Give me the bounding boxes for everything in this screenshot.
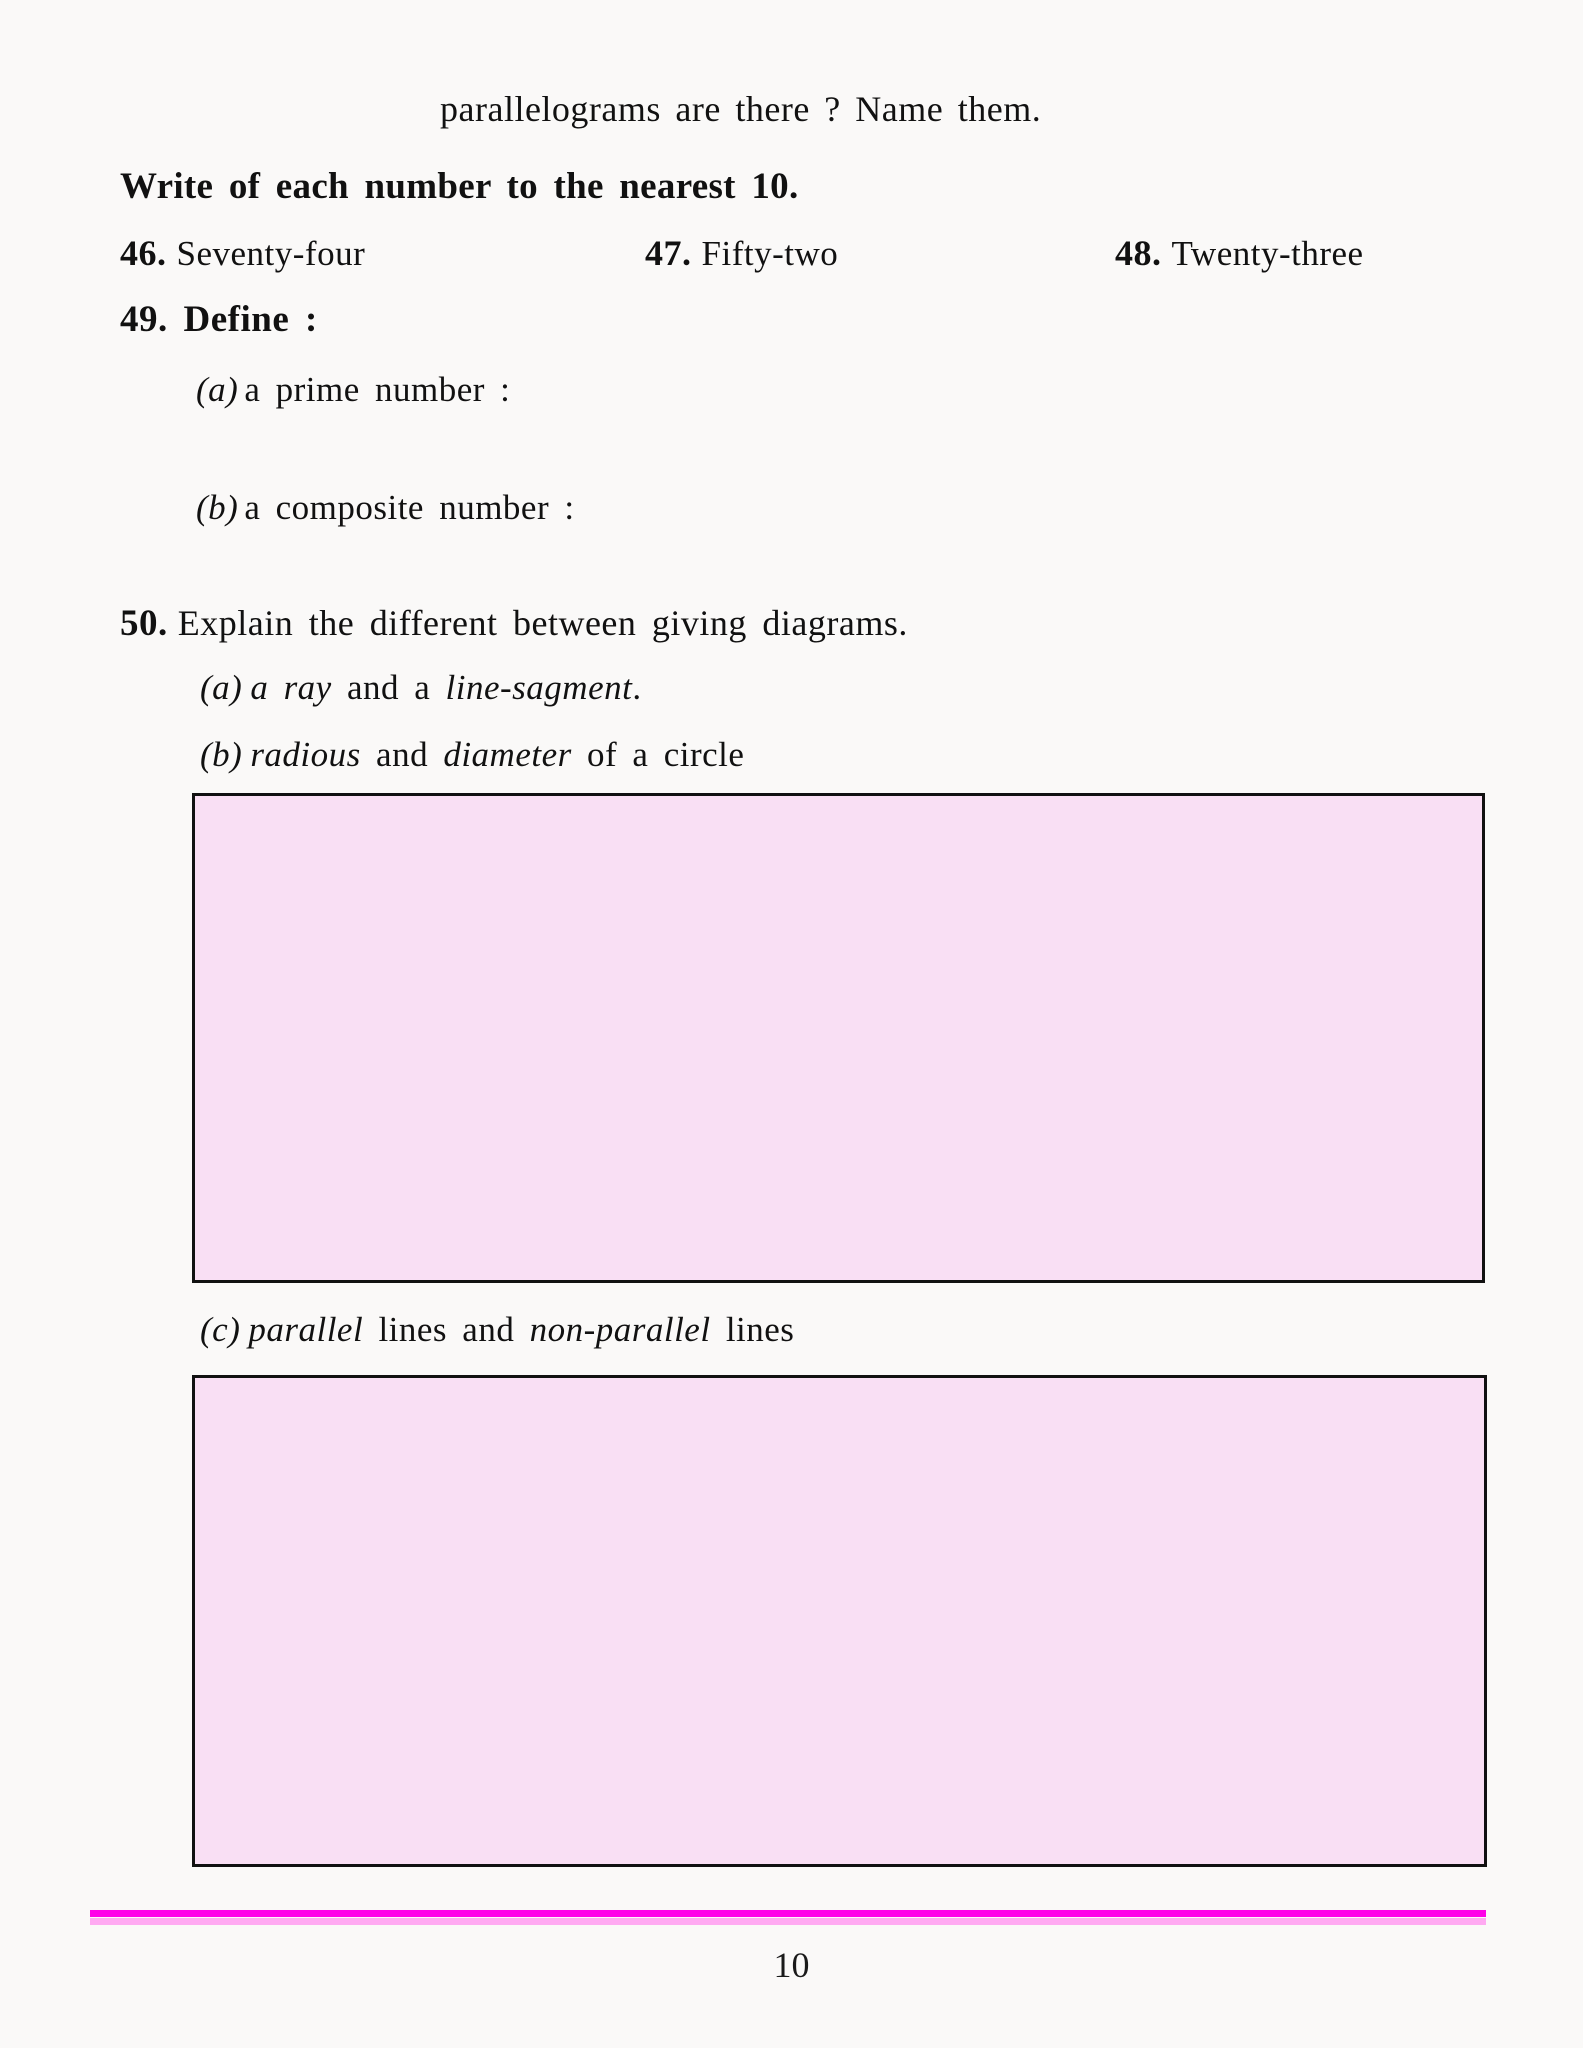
question-number-49: 49. [120, 299, 168, 340]
part-text-a: a prime number : [244, 370, 511, 409]
question-item-46 [120, 232, 365, 274]
question-number-50: 50. [120, 603, 168, 644]
part-tag-a: (a) [200, 668, 243, 707]
answer-box-50c[interactable] [192, 1375, 1487, 1867]
part-text-b: a composite number : [244, 488, 575, 527]
question-item-48 [1115, 232, 1364, 274]
part-end-a: . [632, 668, 642, 707]
part-connector-c: lines and [363, 1310, 530, 1349]
answer-dotted-line[interactable] [672, 510, 1470, 516]
question-number-47: 47. [645, 233, 692, 273]
part-connector-b: and [360, 735, 444, 774]
question-item-49 [120, 298, 318, 341]
question-text-46: Seventy-four [176, 234, 366, 273]
question-50-part-a [200, 668, 642, 708]
question-text-47: Fifty-two [701, 234, 839, 273]
part-connector-a: and a [331, 668, 446, 707]
question-49-part-b [196, 488, 575, 528]
question-item-50 [120, 602, 908, 645]
question-text-49: Define : [183, 299, 318, 340]
answer-dotted-line[interactable] [600, 392, 1470, 398]
footer-rule-secondary [90, 1918, 1486, 1925]
question-49-part-a [196, 370, 510, 410]
instruction-heading: Write of each number to the nearest 10. [120, 166, 799, 207]
question-50-part-c [200, 1310, 794, 1350]
question-text-50: Explain the different between giving diagrams. [177, 603, 908, 643]
question-item-47 [645, 232, 838, 274]
part-tag-a: (a) [196, 370, 239, 409]
question-50-part-b [200, 735, 744, 775]
part-term-2-c: non-parallel [529, 1310, 711, 1349]
part-term-2-a: line-sagment [445, 668, 633, 707]
question-text-48: Twenty-three [1171, 234, 1364, 273]
part-end-c: lines [710, 1310, 795, 1349]
page-number: 10 [773, 1945, 810, 1985]
part-tag-b: (b) [196, 488, 239, 527]
answer-dotted-line[interactable] [252, 450, 1470, 456]
part-tag-c: (c) [200, 1310, 241, 1349]
part-term-1-a: a ray [250, 668, 332, 707]
part-tag-b: (b) [200, 735, 243, 774]
answer-dotted-line[interactable] [252, 568, 1470, 574]
footer-rule-primary [90, 1910, 1486, 1917]
part-term-2-b: diameter [443, 735, 572, 774]
question-number-48: 48. [1115, 233, 1162, 273]
question-number-46: 46. [120, 233, 167, 273]
continued-question-text: parallelograms are there ? Name them. [440, 89, 1042, 129]
part-term-1-c: parallel [248, 1310, 364, 1349]
answer-box-50b[interactable] [192, 793, 1485, 1283]
part-end-b: of a circle [571, 735, 745, 774]
part-term-1-b: radious [250, 735, 361, 774]
